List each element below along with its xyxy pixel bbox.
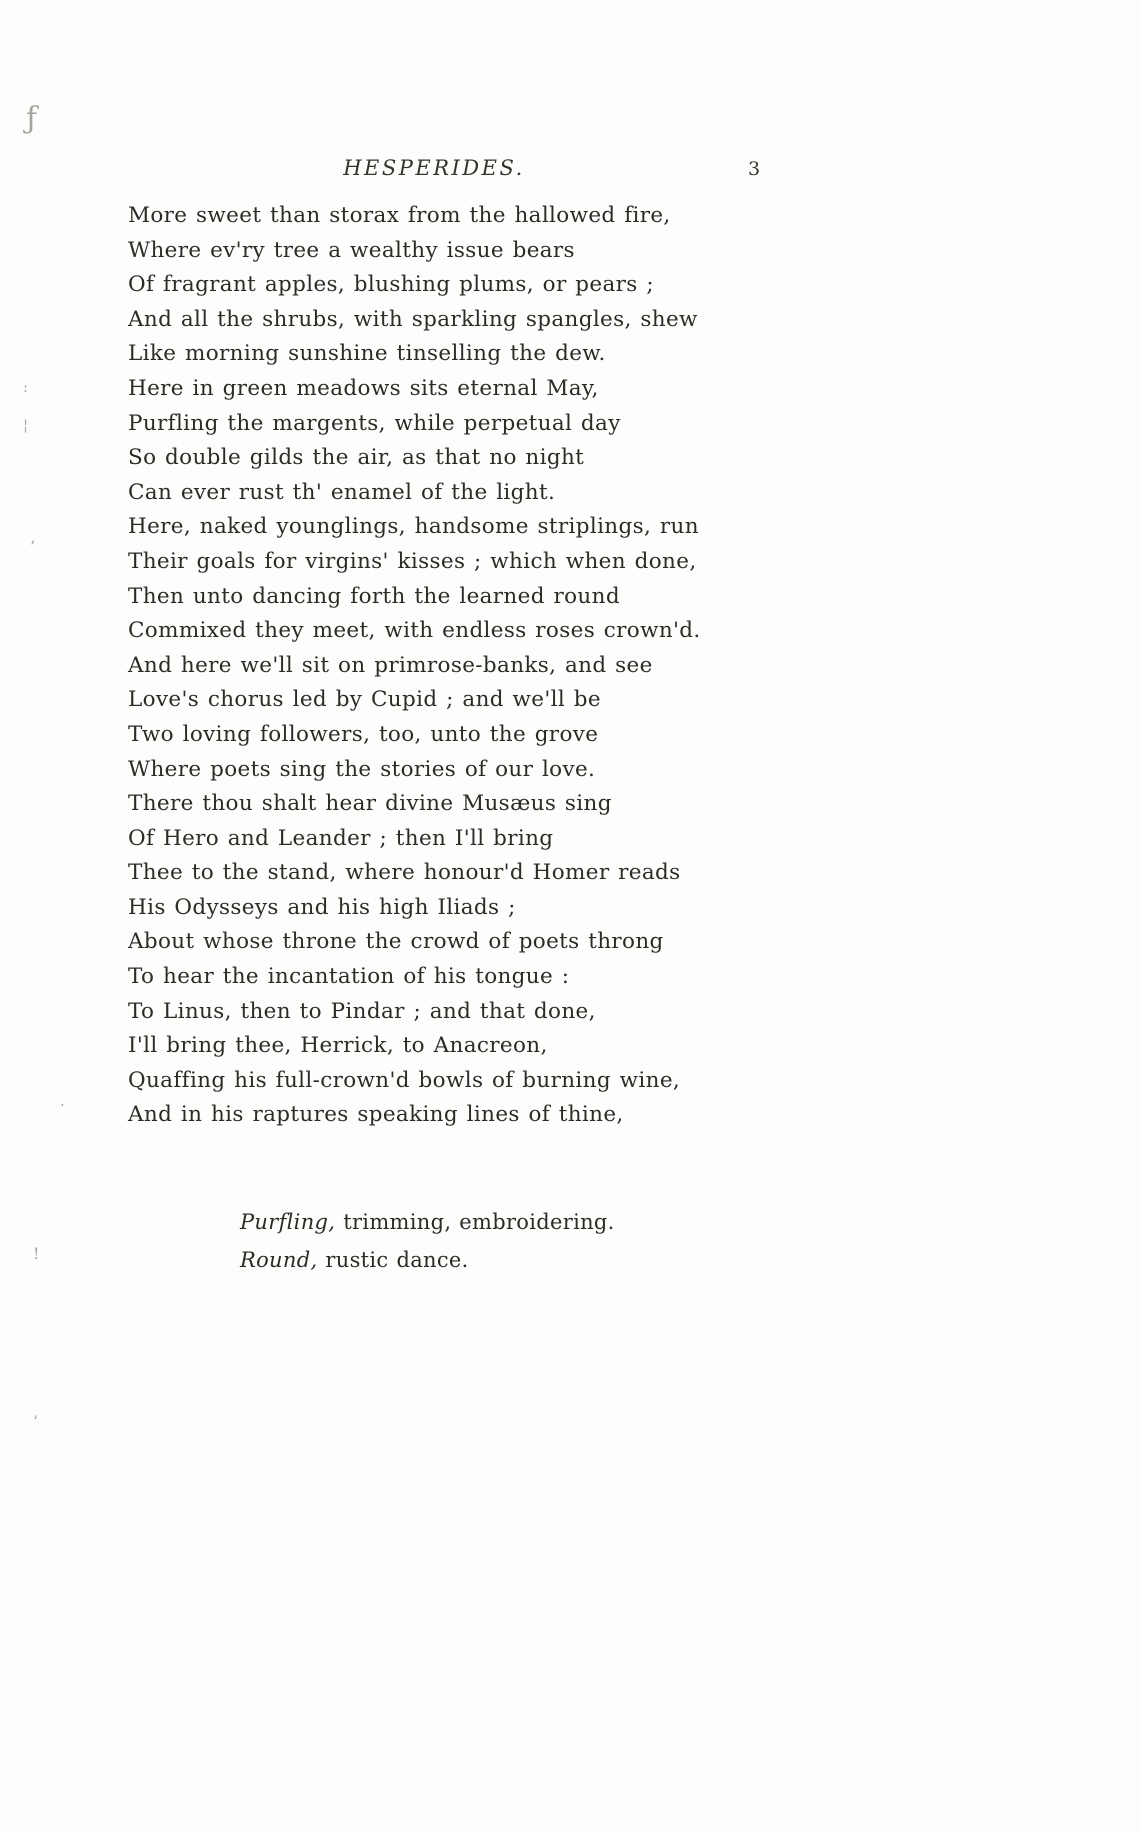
poem-line: Two loving followers, too, unto the grove bbox=[128, 721, 599, 747]
poem-line: Can ever rust th' enamel of the light. bbox=[128, 479, 556, 505]
page-number: 3 bbox=[748, 158, 761, 180]
scan-artifact-mark: ! bbox=[33, 1244, 40, 1263]
poem-line: Where poets sing the stories of our love. bbox=[128, 756, 596, 782]
scan-artifact-mark: ʻ bbox=[33, 1412, 39, 1431]
poem-line: Their goals for virgins' kisses ; which when done, bbox=[128, 548, 697, 574]
poem-line: So double gilds the air, as that no night bbox=[128, 445, 585, 471]
scan-artifact-mark: ¦ bbox=[23, 416, 29, 434]
poem-line: About whose throne the crowd of poets throng bbox=[128, 929, 664, 955]
footnote-line bbox=[240, 1203, 615, 1241]
poem-line: Commixed they meet, with endless roses crown'd. bbox=[128, 618, 701, 644]
poem-line: I'll bring thee, Herrick, to Anacreon, bbox=[128, 1033, 548, 1059]
poem-line: And all the shrubs, with sparkling spangles, shew bbox=[128, 306, 698, 332]
poem-line: Thee to the stand, where honour'd Homer reads bbox=[128, 860, 681, 886]
page-header-title: HESPERIDES. bbox=[343, 156, 525, 180]
poem-line: Here, naked younglings, handsome striplings, run bbox=[128, 514, 699, 540]
poem-line: Then unto dancing forth the learned round bbox=[128, 583, 620, 609]
scan-artifact-mark: · bbox=[60, 1096, 65, 1114]
poem-body bbox=[128, 199, 788, 1133]
poem-line: Quaffing his full-crown'd bowls of burning wine, bbox=[128, 1067, 681, 1093]
scan-artifact-mark: ƒ bbox=[26, 101, 38, 136]
footnotes-block bbox=[240, 1203, 615, 1279]
footnote-definition: trimming, embroidering. bbox=[343, 1210, 615, 1234]
poem-line: Of fragrant apples, blushing plums, or pears ; bbox=[128, 272, 654, 298]
footnote-line bbox=[240, 1241, 615, 1279]
poem-line: And here we'll sit on primrose-banks, and see bbox=[128, 652, 653, 678]
poem-line: Where ev'ry tree a wealthy issue bears bbox=[128, 237, 575, 263]
poem-line: Like morning sunshine tinselling the dew. bbox=[128, 341, 606, 367]
poem-line: Of Hero and Leander ; then I'll bring bbox=[128, 825, 554, 851]
poem-line: To hear the incantation of his tongue : bbox=[128, 964, 570, 990]
poem-line: Love's chorus led by Cupid ; and we'll be bbox=[128, 687, 601, 713]
poem-line: More sweet than storax from the hallowed fire, bbox=[128, 203, 671, 228]
poem-line: Here in green meadows sits eternal May, bbox=[128, 375, 599, 401]
poem-line: His Odysseys and his high Iliads ; bbox=[128, 894, 516, 920]
footnote-definition: rustic dance. bbox=[325, 1248, 469, 1272]
scan-artifact-mark: ’ bbox=[30, 538, 36, 558]
poem-line: To Linus, then to Pindar ; and that done, bbox=[128, 998, 596, 1024]
poem-line: Purfling the margents, while perpetual day bbox=[128, 410, 621, 436]
poem-line: There thou shalt hear divine Musæus sing bbox=[128, 791, 612, 817]
footnote-term: Purfling, bbox=[240, 1210, 336, 1234]
footnote-term: Round, bbox=[240, 1248, 318, 1272]
scan-artifact-mark: : bbox=[23, 378, 29, 396]
poem-line: And in his raptures speaking lines of thine, bbox=[128, 1102, 624, 1128]
